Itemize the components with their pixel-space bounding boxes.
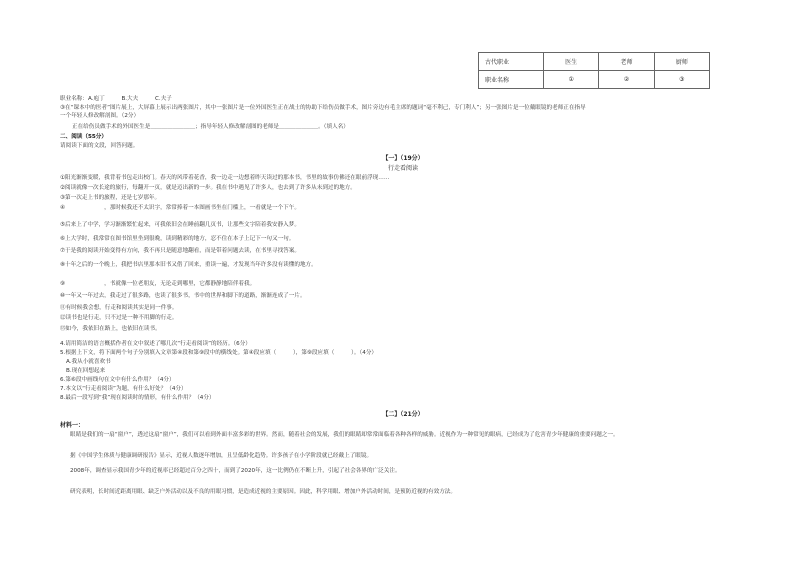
paragraph: ②阅读就像一次长途的旅行，每翻开一页，就是迈出新的一步。我在书中遇见了许多人，也去到了许多从未到过的地方。 <box>60 185 356 191</box>
part-2-instruction: 请阅读下面的文段，回答问题。 <box>60 143 139 149</box>
question-4: 4.请用简洁的语言概括作者在文中叙述了哪几次“行走看阅读”的经历。（6分） <box>60 341 251 347</box>
table-cell: ② <box>599 71 654 89</box>
question-8: 8.最后一段写到“我”现在阅读时的情形，有什么作用？（4分） <box>60 395 215 401</box>
paragraph: ⑧十年之后的一个晚上，我把书店里那本旧书又借了回来，重读一遍，才发现当年许多没有读懂的地方。 <box>60 262 317 268</box>
paragraph: ⑥上大学时，我常常在图书馆里坐到很晚，读到精彩的地方，忍不住在本子上记下一句又一句。 <box>60 236 295 242</box>
section-1-subtitle: 行走看阅读 <box>387 165 418 172</box>
part-2-title: 二、阅读（55分） <box>60 134 107 140</box>
paragraph: ⑫读书也是行走，只不过是一种不用脚的行走。 <box>60 315 178 321</box>
paragraph: ⑪有时候我会想，行走和阅读其实是同一件事。 <box>60 305 178 311</box>
table-cell: ③ <box>654 71 709 89</box>
paragraph: ⑬如今，我依旧在路上，也依旧在读书。 <box>60 326 161 332</box>
options-line: 职业名称：A.庖丁 B.大夫 C.夫子 <box>60 96 172 102</box>
paragraph: 研究表明，长时间近距离用眼、缺乏户外活动以及不良的用眼习惯，是造成近视的主要原因。因此，科学用眼、增加户外活动时间，是预防近视的有效方法。 <box>70 489 456 495</box>
material-1-label: 材料一： <box>60 422 85 429</box>
question-6: 6.第⑥段中画线句在文中有什么作用？（4分） <box>60 377 175 383</box>
table-cell: 古代职业 <box>479 53 544 71</box>
paragraph: ⑩一年又一年过去，我走过了很多路，也读了很多书，书中的世界和脚下的道路，渐渐连成了一片。 <box>60 293 306 299</box>
table-row <box>479 71 710 89</box>
paragraph: 2008年，调查显示我国青少年的近视率已经超过百分之四十，而到了2020年，这一比例仍在不断上升，引起了社会各界的广泛关注。 <box>70 468 401 474</box>
occupation-table <box>478 52 710 89</box>
question-5-option-a: A.我从小就喜欢书 <box>66 359 111 365</box>
table-cell: 职业名称 <box>479 71 544 89</box>
question-5: 5.根据上下文，将下面两个句子分别填入文章第④段和第⑨段中的横线处。第④段应填（ ），第⑨段应填（ ）。（4分） <box>60 350 378 356</box>
paragraph: ⑦于是我的阅读开始变得有方向，我不再只是随意地翻看，而是带着问题去读，在书里寻找答案。 <box>60 248 300 254</box>
paragraph: ④ ，那时候我还不太识字，常常捧着一本图画书坐在门槛上，一看就是一个下午。 <box>60 205 300 211</box>
table-cell: 厨师 <box>654 53 709 71</box>
paragraph: 据《中国学生体质与健康调研报告》显示，近视人数逐年增加，且呈低龄化趋势。许多孩子在小学阶段就已经戴上了眼镜。 <box>70 453 373 459</box>
paragraph: ③第一次走上书的旅程，还是七岁那年。 <box>60 195 161 201</box>
question-5-option-b: B.现在回想起来 <box>66 368 106 374</box>
paragraph: ⑤后来上了中学，学习渐渐繁忙起来，可我依旧会在睡前翻几页书，让那些文字陪着我安静入梦。 <box>60 222 300 228</box>
paragraph: ⑨ ，书就像一位老朋友，无论走到哪里，它都静静地陪伴着我。 <box>60 281 256 287</box>
paragraph: 眼睛是我们的一扇“窗户”，透过这扇“窗户”，我们可以看到外面丰富多彩的世界。然而，随着社会的发展，我们的眼睛却常常面临着各种各样的威胁。近视作为一种常见的眼病，已经成为了危害青少年健康的重要问题之一。 <box>70 432 619 438</box>
question-3-blanks: 正在给伤员做手术的外国医生是＿＿＿＿＿＿＿＿；指导年轻人修改解剖图的老师是＿＿＿＿＿＿＿。（填人名） <box>72 124 349 130</box>
section-2-title: 【二】（21分） <box>382 411 424 418</box>
table-cell: 老师 <box>599 53 654 71</box>
table-cell: ① <box>544 71 599 89</box>
table-row <box>479 53 710 71</box>
question-3-text: ③在“课本中的医者”图片展上，大屏幕上展示出两张图片，其中一张图片是一位外国医生正在战士的协助下给伤员做手术，图片旁边有毛主席的题词“毫不利己，专门利人”；另一张图片是一位戴眼镜的老师正在指导 <box>60 105 586 111</box>
section-1-title: 【一】（19分） <box>382 155 424 162</box>
question-3-text: 一个年轻人修改解剖图。（2分） <box>60 113 140 119</box>
question-7: 7.本文以“行走看阅读”为题，有什么好处？（4分） <box>60 386 187 392</box>
table-cell: 医生 <box>544 53 599 71</box>
paragraph: ①阳光渐渐变暖，我背着书包走出校门。春天的风带着花香，我一边走一边想着昨天读过的那本书，书里的故事仿佛还在眼前浮现…… <box>60 175 390 181</box>
